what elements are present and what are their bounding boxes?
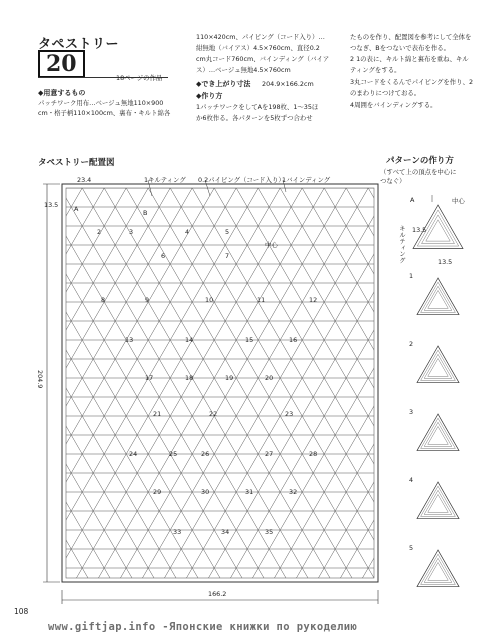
- block-number: 15: [245, 336, 254, 344]
- block-number: 7: [225, 252, 230, 260]
- pattern-step-1: 1: [409, 272, 414, 280]
- diagram-title: タペストリー配置図: [38, 158, 115, 168]
- page-number: 108: [14, 607, 29, 616]
- block-number: 3: [129, 228, 134, 236]
- block-number: 14: [185, 336, 194, 344]
- block-number: 19: [225, 374, 234, 382]
- materials-line-1: パッチワーク用布…ベージュ無地110×900: [38, 99, 164, 107]
- block-number: 28: [309, 450, 318, 458]
- col2-line-1: 110×420cm、パイピング（コード入り）…: [196, 33, 325, 41]
- work-reference: 18ページの作品: [116, 74, 163, 82]
- col3-line-3: 2 1の表に、キルト綿と裏布を重ね、キル: [350, 55, 469, 63]
- pattern-step-2: 2: [409, 340, 414, 348]
- block-number: 23: [285, 410, 294, 418]
- col2-line-2: 紺無地（バイアス）4.5×760cm、直径0.2: [196, 44, 320, 52]
- footer-watermark: www.giftjap.info -Японские книжки по рукоделию: [48, 621, 358, 633]
- pattern-number: 20: [38, 50, 85, 78]
- size-value: 204.9×166.2cm: [262, 80, 314, 88]
- block-number: 32: [289, 488, 298, 496]
- block-number: 27: [265, 450, 274, 458]
- block-number: 4: [185, 228, 190, 236]
- col3-line-5: 3丸コードをくるんでパイピングを作り、2: [350, 78, 474, 86]
- materials-line-2: cm・格子柄110×100cm、裏布・キルト綿各: [38, 109, 171, 117]
- col3-line-7: 4周囲をバインディングする。: [350, 101, 437, 109]
- block-number: 18: [185, 374, 194, 382]
- block-number: 33: [173, 528, 182, 536]
- dim-left-top-label: 13.5: [44, 201, 59, 209]
- quilting-label: 1キルティング: [144, 176, 186, 184]
- inner-frame: [66, 188, 374, 578]
- pattern-step-4: 4: [409, 476, 414, 484]
- col2-line-3: cm丸コード760cm、バインディング（バイア: [196, 55, 330, 63]
- block-number: 34: [221, 528, 230, 536]
- pattern-dim1-label: 13.5: [412, 226, 427, 234]
- page-title: タペストリー: [38, 37, 120, 52]
- block-number: 9: [145, 296, 150, 304]
- pattern-a-label: A: [410, 196, 415, 204]
- letter-b-label: B: [143, 209, 148, 217]
- block-number: 6: [161, 252, 166, 260]
- block-number: 12: [309, 296, 318, 304]
- pattern-step-3: 3: [409, 408, 414, 416]
- col3-line-1: たものを作り、配置図を参考にして全体を: [350, 33, 472, 41]
- block-number: 25: [169, 450, 178, 458]
- block-number: 2: [97, 228, 102, 236]
- method-heading: ◆作り方: [196, 92, 223, 100]
- block-number: 21: [153, 410, 162, 418]
- col3-line-4: ティングをする。: [350, 66, 401, 74]
- piping-label: 0.2パイピング（コード入り）: [198, 176, 285, 184]
- pattern-dim2-label: 13.5: [438, 258, 453, 266]
- block-number: 31: [245, 488, 254, 496]
- block-number: 10: [205, 296, 214, 304]
- block-number: 16: [289, 336, 298, 344]
- block-number: 24: [129, 450, 138, 458]
- block-number: 22: [209, 410, 218, 418]
- triangle-grid: [0, 188, 503, 578]
- binding-label: 1バインディング: [282, 176, 331, 184]
- col3-line-6: のまわりにつけておる。: [350, 89, 421, 97]
- dim-top-label: 23.4: [77, 176, 92, 184]
- block-number: 30: [201, 488, 210, 496]
- block-number: 8: [101, 296, 106, 304]
- block-number: 29: [153, 488, 162, 496]
- pattern-center-label: 中心: [452, 197, 465, 205]
- block-number: 5: [225, 228, 230, 236]
- method-line-1: 1パッチワークをしてAを198枚、1〜35ほ: [196, 103, 319, 111]
- block-number: 35: [265, 528, 274, 536]
- col3-line-2: つなぎ、Bをつないで表布を作る。: [350, 44, 450, 52]
- width-label: 166.2: [208, 590, 227, 598]
- method-line-2: か6枚作る。各パターンを5枚ずつ合わせ: [196, 114, 313, 122]
- materials-heading: ◆用意するもの: [38, 89, 86, 97]
- size-heading: ◆でき上がり寸法: [196, 80, 251, 88]
- pattern-step-5: 5: [409, 544, 414, 552]
- letter-a-label: A: [74, 205, 79, 213]
- outer-frame: [62, 184, 378, 582]
- pattern-note: （すべて上の頂点を中心に つなぐ）: [380, 168, 457, 185]
- block-number: 11: [257, 296, 266, 304]
- pattern-title: パターンの作り方: [386, 156, 454, 166]
- block-number: 13: [125, 336, 134, 344]
- pattern-quilting-label: キルティング: [398, 225, 406, 264]
- center-label: 中心: [265, 241, 278, 249]
- block-number: 17: [145, 374, 154, 382]
- block-number: 26: [201, 450, 210, 458]
- block-number: 20: [265, 374, 274, 382]
- height-label: 204.9: [36, 370, 44, 389]
- col2-line-4: ス）…ベージュ無地4.5×760cm: [196, 66, 291, 74]
